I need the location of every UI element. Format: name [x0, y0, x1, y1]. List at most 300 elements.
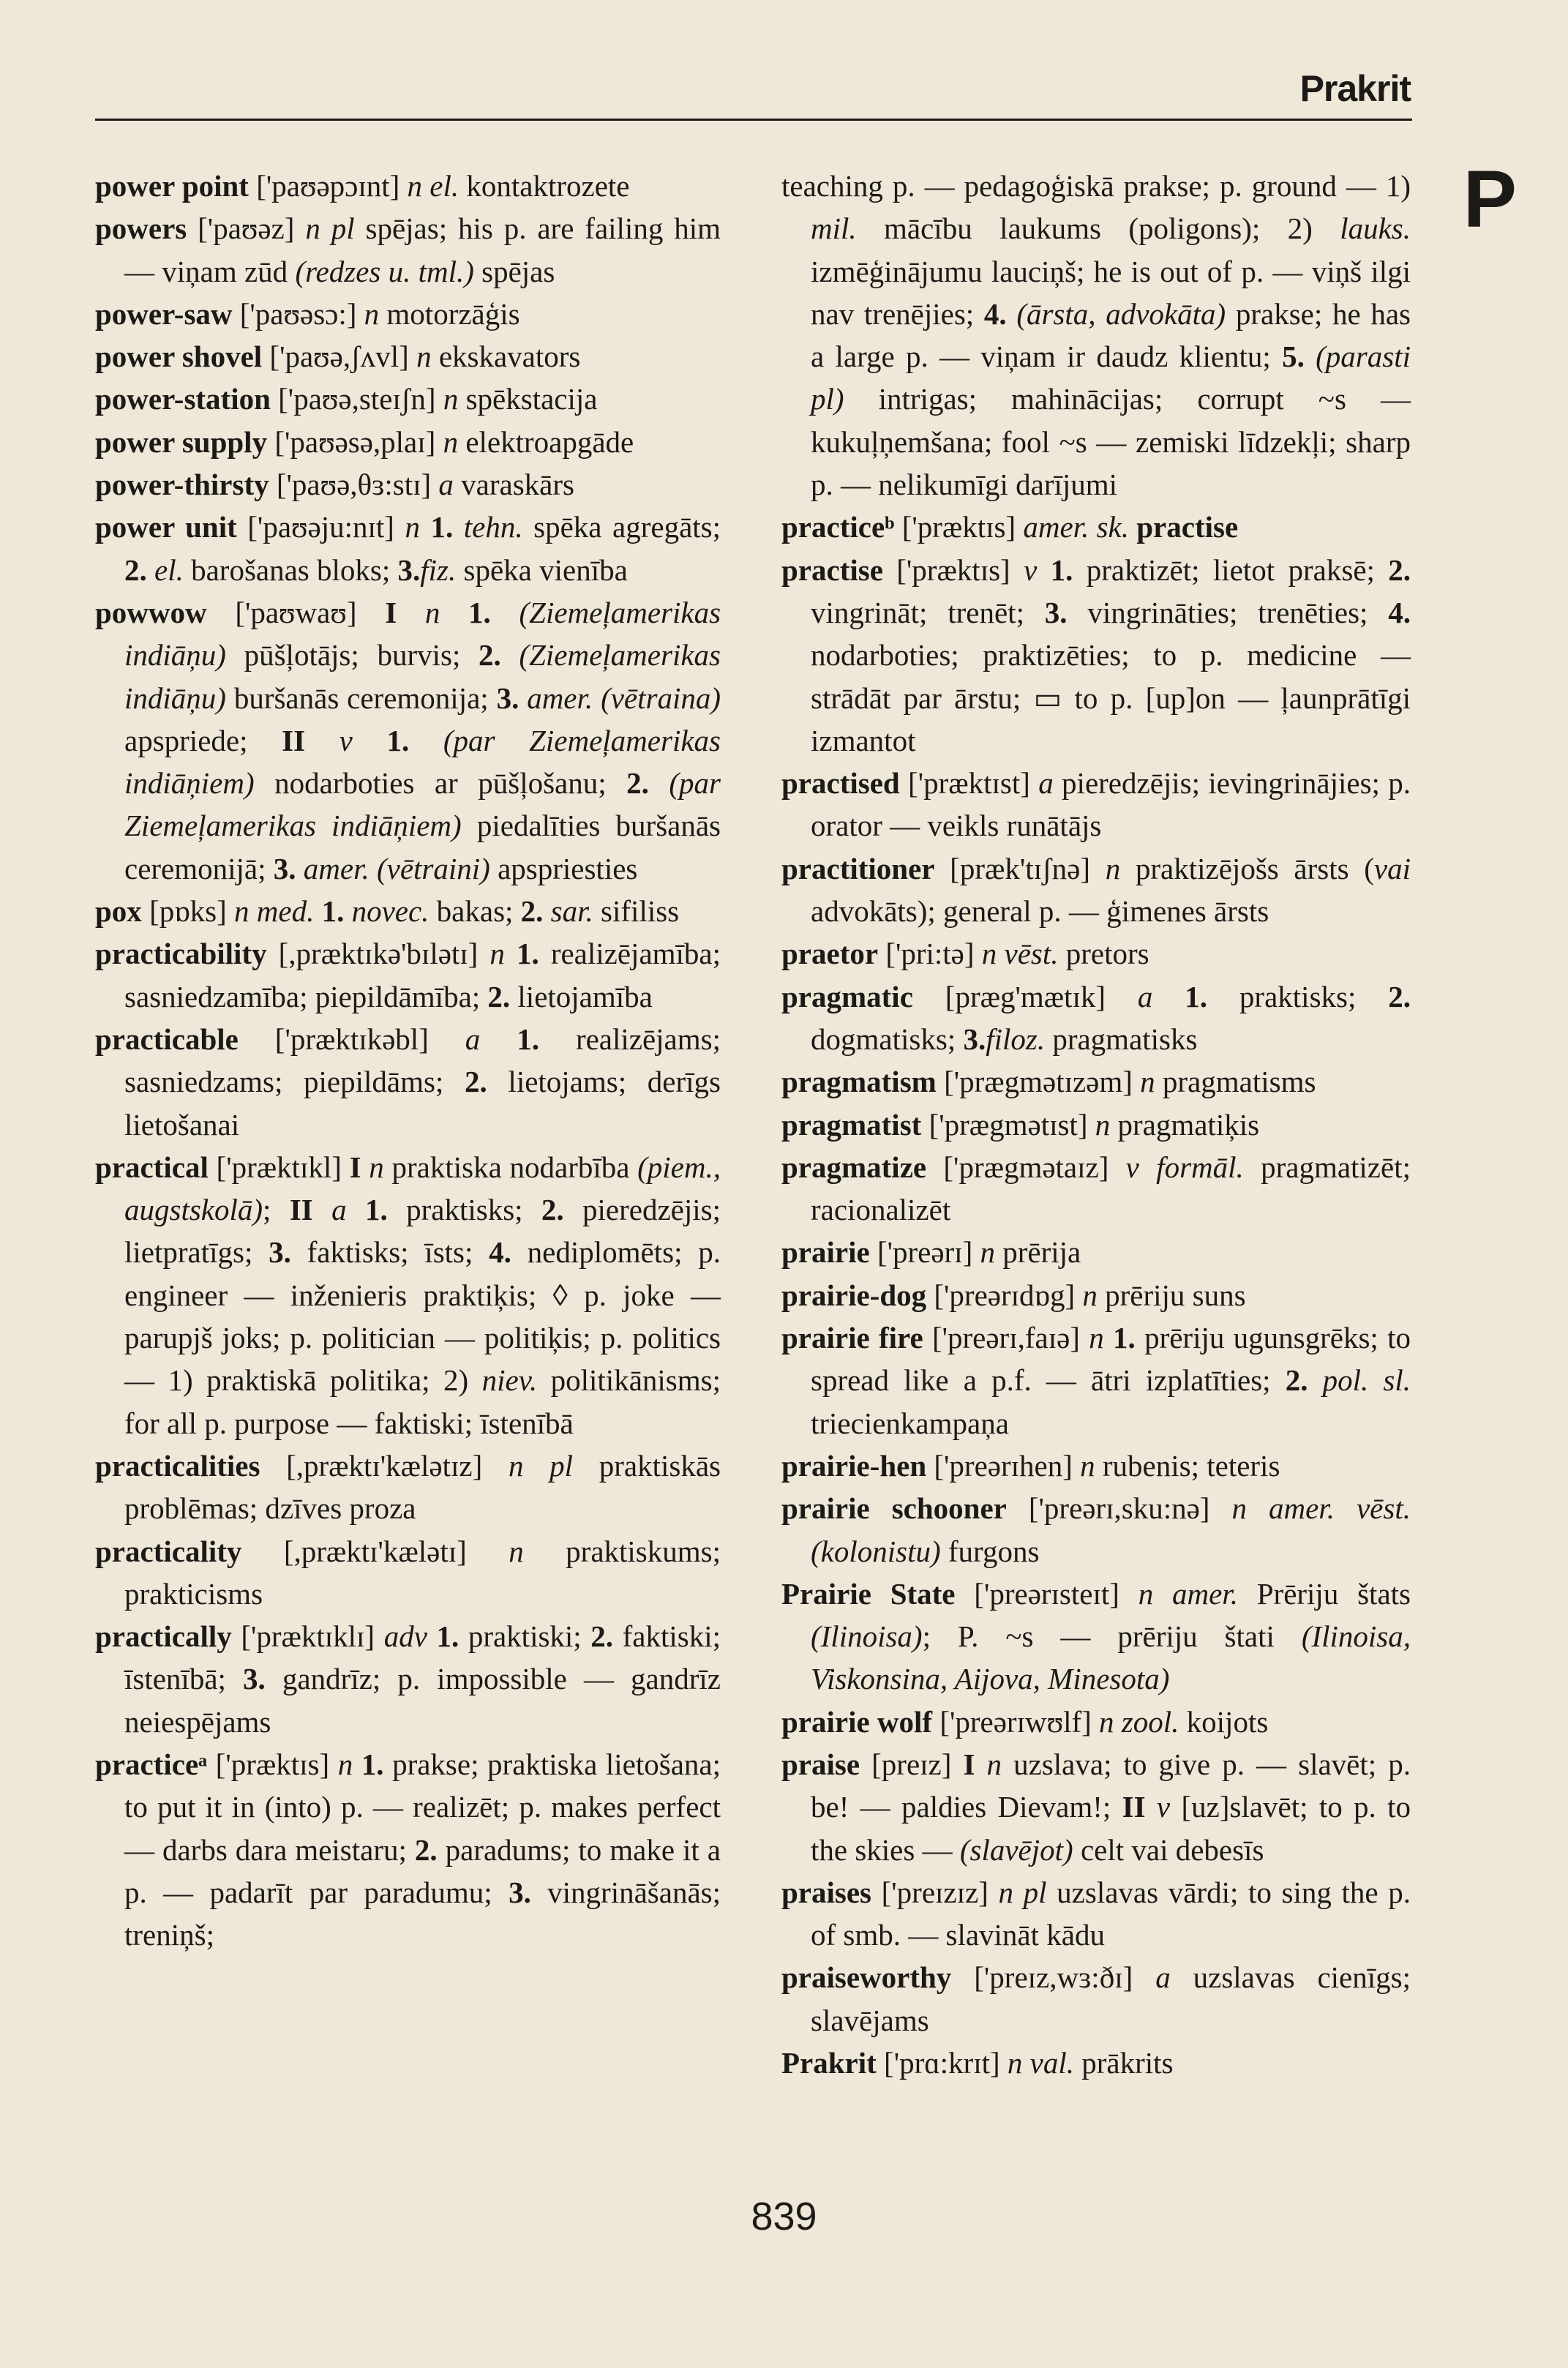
entry-pronunciation: [præk'tɪʃnə] [934, 851, 1106, 885]
entry-sense-number: 2. [1388, 552, 1411, 587]
entry-text [420, 510, 431, 544]
entry-label: n amer. vēst. (kolonistu) [811, 1491, 1411, 1568]
entry-sense-number: 1. [436, 1619, 459, 1654]
entry-pronunciation: ['præktɪs] [207, 1747, 338, 1781]
entry-sense-number: 1. [517, 1022, 539, 1056]
dictionary-entry [781, 1487, 1411, 1573]
entry-sense-number: 3. [397, 552, 421, 587]
entry-label: n [1095, 1107, 1111, 1142]
entry-sense-number: 3. [496, 681, 519, 715]
entry-headword: praise [781, 1747, 860, 1781]
dictionary-entry [781, 1956, 1411, 2042]
entry-text: prakse; praktiska lietošana; to put it in (into) p. — realizēt; p. makes perfect — darbs dara meistaru; [124, 1747, 721, 1867]
entry-text: pieredzējis; lietpratīgs; [124, 1193, 721, 1270]
dictionary-entry [95, 165, 721, 207]
entry-headword: pragmatism [781, 1065, 937, 1099]
entry-text [361, 1150, 370, 1184]
entry-text: elektroapgāde [458, 424, 634, 459]
entry-label: n [369, 1150, 384, 1184]
entry-sense-number: 1. [1185, 979, 1208, 1013]
entry-label: novec. [351, 894, 429, 929]
entry-text [519, 681, 527, 715]
entry-text [440, 596, 468, 629]
entry-label: n [509, 1534, 524, 1568]
entry-text [353, 724, 387, 757]
entry-text: praktiskās problēmas; dzīves proza [124, 1448, 721, 1526]
entry-sense-number: II [282, 723, 306, 757]
entry-sense-number: 2. [487, 979, 511, 1013]
entry-headword: practically [95, 1619, 232, 1654]
entry-text: spēkstacija [458, 382, 598, 416]
entry-headword: practicality [95, 1534, 242, 1568]
dictionary-entry [95, 932, 721, 1018]
entry-text: pragmatisks [1045, 1022, 1198, 1056]
entry-text [453, 510, 464, 544]
entry-label: el. [154, 552, 184, 587]
entry-label: n amer. [1138, 1576, 1238, 1611]
page-number: 839 [751, 2195, 817, 2238]
entry-text: kontaktrozete [459, 169, 630, 203]
entry-text: vingrināt; trenēt; [811, 595, 1045, 629]
entry-sense-number: I [385, 595, 397, 629]
entry-sense-number: 1. [364, 1193, 388, 1227]
entry-text: politikānisms; for all p. purpose — faktiski; īstenībā [124, 1363, 721, 1440]
entry-label: (redzes u. tml.) [295, 254, 474, 288]
entry-pronunciation: ['prægmətaɪz] [926, 1150, 1126, 1184]
entry-label: amer. sk. [1023, 510, 1129, 544]
entry-text: triecienkampaņa [811, 1406, 1009, 1440]
entry-headword: pragmatic [781, 979, 913, 1013]
dictionary-entry [781, 2042, 1411, 2084]
entry-label: n [1080, 1448, 1095, 1483]
entry-text: intrigas; mahinācijas; corrupt ~s — kukuļņemšana; fool ~s — zemiski līdzekļi; sharp p. — nelikumīgi darījumi [811, 382, 1411, 502]
entry-pronunciation: ['preərɪsteɪt] [955, 1576, 1139, 1611]
dictionary-entry [781, 1060, 1411, 1103]
entry-label: n [405, 510, 420, 544]
entry-text: praktisks; [1207, 979, 1389, 1013]
dictionary-entry [95, 378, 721, 420]
dictionary-entry [781, 1573, 1411, 1701]
entry-text [305, 724, 340, 757]
dictionary-entry [95, 1743, 721, 1956]
entry-headword: powers [95, 211, 187, 246]
entry-label: n [337, 1747, 353, 1781]
dictionary-entry [781, 1871, 1411, 1957]
entry-label: a [1155, 1960, 1171, 1995]
entry-label: (par Ziemeļamerikas indiāņiem) [124, 723, 721, 801]
entry-label: n [1089, 1321, 1104, 1355]
entry-headword: prairie-dog [781, 1278, 927, 1312]
entry-text: pragmatiķis [1110, 1107, 1260, 1142]
entry-label: n [364, 296, 380, 331]
entry-text: faktiski; īstenībā; [124, 1619, 721, 1696]
entry-headword: pox [95, 894, 142, 929]
entry-headword: practiceᵇ [781, 510, 895, 544]
entry-label: n [443, 382, 459, 416]
entry-pronunciation: ['paʊəz] [187, 211, 306, 246]
entry-text: pūšļotājs; burvis; [225, 638, 479, 672]
entry-text [370, 852, 377, 885]
entry-text: ; P. ~s — prēriju štati [922, 1619, 1302, 1654]
entry-label: n [986, 1747, 1002, 1781]
entry-label: tehn. [463, 510, 523, 544]
entry-pronunciation: [pɒks] [141, 894, 235, 929]
dictionary-entry [95, 463, 721, 506]
entry-sense-number: 4. [1388, 595, 1411, 629]
dictionary-entry [781, 847, 1411, 933]
entry-text [314, 894, 321, 928]
entry-headword: praises [781, 1875, 871, 1909]
header-rule [95, 119, 1412, 121]
entry-headword: practiceᵃ [95, 1747, 208, 1781]
entry-text [1129, 510, 1136, 544]
entry-text: lietojams; derīgs lietošanai [124, 1065, 721, 1142]
entry-text: pieredzējis; ievingrinājies; p. orator — veikls runātājs [811, 766, 1411, 843]
dictionary-entry [781, 506, 1411, 548]
entry-pronunciation: [,præktɪkə'bɪlətɪ] [266, 937, 490, 971]
entry-text: vingrināšanās; treniņš; [124, 1875, 721, 1952]
entry-label: vai [1373, 851, 1411, 885]
entry-headword: practicalities [95, 1448, 260, 1483]
entry-sense-number: 2. [626, 766, 649, 801]
entry-text: realizējamība; sasniedzamība; piepildāmība; [124, 937, 721, 1013]
entry-text: piedalīties buršanās ceremonijā; [124, 809, 721, 885]
entry-text: paradums; to make it a p. — padarīt par paradumu; [124, 1832, 721, 1909]
entry-text [543, 894, 550, 928]
entry-text [353, 1747, 361, 1781]
entry-text [1305, 340, 1316, 373]
entry-pronunciation: [,præktɪ'kælətɪz] [260, 1448, 509, 1483]
entry-headword: prairie wolf [781, 1704, 933, 1739]
entry-label: n el. [407, 169, 459, 203]
entry-text: pretors [1058, 937, 1149, 971]
entry-sense-number: 1. [386, 723, 410, 757]
entry-text: apspriede; [124, 723, 282, 757]
entry-pronunciation: [præg'mætɪk] [912, 979, 1138, 1013]
entry-pronunciation: ['prægmətɪzəm] [936, 1065, 1141, 1099]
entry-headword: prairie fire [781, 1321, 923, 1355]
entry-headword: Prakrit [781, 2046, 877, 2080]
dictionary-entry [95, 293, 721, 335]
entry-text [491, 596, 519, 629]
entry-label: n vēst. [981, 937, 1059, 971]
entry-text: mācību laukums (poligons); 2) [856, 211, 1340, 246]
entry-sense-number: II [1122, 1790, 1146, 1824]
entry-pronunciation: ['præktɪkəbl] [238, 1022, 465, 1056]
entry-sense-number: 4. [489, 1235, 511, 1270]
dictionary-entry [781, 975, 1411, 1061]
dictionary-entry [95, 335, 721, 378]
entry-label: n [1140, 1065, 1155, 1099]
entry-text: prākrits [1074, 2046, 1174, 2080]
left-column [95, 165, 721, 1956]
entry-text: prēriju ugunsgrēks; to spread like a p.f. — ātri izplatīties; [811, 1321, 1411, 1398]
entry-text [1007, 297, 1017, 331]
dictionary-entry [781, 1316, 1411, 1445]
entry-text [347, 1193, 365, 1226]
entry-label: a [438, 468, 454, 502]
entry-text [480, 1022, 517, 1056]
entry-headword: practise [781, 552, 883, 587]
entry-headword: power unit [95, 510, 237, 544]
entry-text [296, 852, 304, 885]
entry-pronunciation: ['preərɪ,sku:nə] [1006, 1491, 1232, 1526]
entry-sense-number: 4. [983, 296, 1007, 331]
entry-headword: power-station [95, 382, 271, 416]
entry-label: (Ziemeļamerikas indiāņu) [124, 595, 721, 672]
entry-text: ['præktɪkl] [208, 1150, 350, 1184]
entry-label: n [980, 1235, 995, 1270]
entry-text: uzslava; to give p. — slavēt; p. be! — paldies Dievam!; [811, 1747, 1411, 1824]
dictionary-entry [95, 1530, 721, 1616]
entry-text [501, 638, 519, 672]
entry-text [1104, 1321, 1113, 1355]
entry-label: n pl [508, 1448, 574, 1483]
entry-text: varaskārs [453, 468, 574, 502]
dictionary-entry [781, 549, 1411, 762]
entry-pronunciation: ['preərɪwʊlf] [932, 1704, 1100, 1739]
entry-text [313, 1193, 331, 1226]
dictionary-entry [781, 1231, 1411, 1273]
entry-text [1152, 980, 1185, 1013]
entry-pronunciation: ['paʊəsə,plaɪ] [267, 424, 443, 459]
entry-text [147, 553, 154, 587]
entry-text: nediplomēts; p. engineer — inženieris praktiķis; ◊ p. joke — parupjš joks; p. politician — politiķis; p. politics — 1) praktiskā politika; 2) [124, 1235, 721, 1398]
entry-text [649, 766, 669, 800]
entry-sense-number: 3. [963, 1022, 986, 1056]
entry-label: n [489, 937, 505, 971]
entry-sense-number: 5. [1282, 340, 1305, 374]
entry-text: furgons [940, 1534, 1040, 1568]
entry-pronunciation: ['preərɪhen] [926, 1448, 1081, 1483]
entry-label: a [1038, 766, 1054, 801]
entry-text: koijots [1179, 1704, 1269, 1739]
entry-text: bakas; [429, 894, 521, 929]
entry-sense-number: 3. [273, 851, 296, 885]
entry-label: n [1105, 851, 1121, 885]
entry-label: n [416, 340, 432, 374]
entry-pronunciation: ['preərɪdɒg] [926, 1278, 1083, 1312]
entry-headword: practised [781, 766, 900, 801]
entry-text: spējas [473, 254, 555, 288]
dictionary-entry [95, 1146, 721, 1445]
entry-text: celt vai debesīs [1073, 1832, 1264, 1867]
entry-pronunciation: ['preɪz,wɜ:ðɪ] [951, 1960, 1156, 1995]
entry-text [975, 1747, 986, 1781]
entry-pronunciation: ['pri:tə] [878, 937, 982, 971]
entry-sense-number: 1. [321, 894, 345, 929]
entry-headword: practise [1136, 510, 1239, 544]
entry-sense-number: 2. [414, 1832, 438, 1867]
entry-text: sifiliss [593, 894, 680, 929]
entry-headword: power-saw [95, 296, 233, 331]
entry-text: spēka vienība [456, 552, 628, 587]
dictionary-entry [781, 1743, 1411, 1871]
entry-sense-number: II [289, 1193, 313, 1227]
entry-headword: powwow [95, 595, 207, 629]
entry-headword: pragmatize [781, 1150, 927, 1184]
entry-text: [uz]slavēt; to p. to the skies — [811, 1790, 1411, 1867]
entry-text [1146, 1790, 1157, 1824]
entry-text: uzslavas cienīgs; slavējams [811, 1960, 1411, 2037]
thumb-index-letter: P [1463, 154, 1517, 244]
dictionary-entry [781, 1701, 1411, 1743]
entry-label: v [1156, 1790, 1171, 1824]
entry-sense-number: 2. [479, 638, 501, 672]
entry-sense-number: I [349, 1150, 361, 1184]
dictionary-entry [95, 207, 721, 293]
entry-headword: power-thirsty [95, 468, 269, 502]
entry-label: amer. [303, 851, 370, 885]
entry-text [397, 596, 425, 629]
entry-pronunciation: ['paʊə,steɪʃn] [270, 382, 443, 416]
entry-label: (vētraini) [376, 851, 490, 885]
entry-pronunciation: ['preɪzɪz] [871, 1875, 999, 1909]
entry-label: n pl [305, 211, 355, 246]
entry-text: prērija [994, 1235, 1081, 1270]
entry-headword: Prairie State [781, 1576, 956, 1611]
entry-text: ekskavators [431, 340, 581, 374]
entry-sense-number: 1. [361, 1747, 384, 1781]
entry-pronunciation: ['prɑ:krɪt] [876, 2046, 1008, 2080]
entry-label: (Ilinoisa, Viskonsina, Aijova, Minesota) [811, 1619, 1411, 1696]
entry-sense-number: 1. [1050, 552, 1073, 587]
entry-text: prakse; he has a large p. — viņam ir daudz klientu; [811, 296, 1411, 374]
entry-text: ['paʊwaʊ] [206, 595, 386, 629]
entry-sense-number: I [963, 1747, 975, 1781]
entry-text: spējas; his p. are failing him — viņam zūd [124, 211, 721, 288]
entry-headword: practicable [95, 1022, 239, 1056]
entry-sense-number: 2. [541, 1193, 564, 1227]
dictionary-entry [95, 1018, 721, 1146]
dictionary-entry [781, 165, 1411, 506]
entry-sense-number: 2. [1285, 1363, 1308, 1398]
dictionary-entry [95, 1445, 721, 1530]
entry-text: [preɪz] [860, 1747, 964, 1781]
entry-pronunciation: ['præktɪs] [894, 510, 1024, 544]
entry-label: (Ilinoisa) [811, 1619, 923, 1654]
entry-text [1037, 553, 1050, 587]
entry-sense-number: 2. [1388, 979, 1411, 1013]
entry-sense-number: 1. [468, 595, 491, 629]
dictionary-entry [781, 762, 1411, 847]
entry-label: amer. [527, 681, 593, 715]
entry-label: filoz. [986, 1022, 1046, 1056]
entry-text [409, 724, 443, 757]
entry-sense-number: 3. [243, 1662, 266, 1696]
entry-label: v [339, 723, 353, 757]
entry-label: v formāl. [1125, 1150, 1244, 1184]
entry-pronunciation: ['paʊəpɔɪnt] [248, 169, 408, 203]
entry-sense-number: 1. [430, 510, 454, 544]
entry-label: (par Ziemeļamerikas indiāņiem) [124, 766, 721, 843]
entry-label: a [1137, 979, 1153, 1013]
entry-headword: prairie [781, 1235, 870, 1270]
entry-text: teaching p. — pedagoģiskā prakse; p. ground — 1) [781, 169, 1411, 203]
entry-text: praktiska nodarbība [383, 1150, 638, 1184]
dictionary-entry [95, 890, 721, 932]
entry-label: v [1024, 552, 1038, 587]
entry-label: n pl [998, 1875, 1047, 1909]
dictionary-entry [95, 421, 721, 463]
entry-label: sar. [550, 894, 593, 929]
entry-label: n [424, 595, 440, 629]
running-head: Prakrit [1299, 68, 1411, 109]
entry-label: n [1082, 1278, 1098, 1312]
entry-text: praktizējošs ārsts ( [1120, 851, 1374, 885]
entry-sense-number: 3. [269, 1235, 291, 1270]
entry-pronunciation: ['paʊəju:nɪt] [236, 510, 405, 544]
entry-headword: praiseworthy [781, 1960, 952, 1995]
dictionary-entry [781, 932, 1411, 975]
entry-sense-number: 2. [124, 552, 147, 587]
entry-label: lauks. [1340, 211, 1411, 246]
entry-headword: pragmatist [781, 1107, 922, 1142]
entry-label: niev. [481, 1363, 538, 1398]
entry-text [427, 1619, 437, 1653]
entry-headword: practicability [95, 937, 267, 971]
entry-text: pragmatizēt; racionalizēt [811, 1150, 1411, 1227]
entry-sense-number: 3. [1044, 595, 1068, 629]
entry-headword: power shovel [95, 340, 263, 374]
dictionary-entry [95, 591, 721, 890]
entry-label: (ārsta, advokāta) [1016, 296, 1226, 331]
entry-sense-number: 1. [517, 937, 539, 971]
dictionary-entry [95, 506, 721, 591]
entry-label: adv [383, 1619, 427, 1654]
entry-text [1308, 1363, 1322, 1397]
entry-text: prēriju suns [1097, 1278, 1246, 1312]
entry-text: gandrīz; p. impossible — gandrīz neiespējams [124, 1662, 721, 1739]
entry-text: praktizēt; lietot praksē; [1073, 552, 1389, 587]
entry-label: (vētraina) [601, 681, 721, 715]
entry-text: faktisks; īsts; [290, 1235, 489, 1270]
entry-pronunciation: ['paʊəsɔ:] [232, 296, 364, 331]
entry-headword: practitioner [781, 851, 935, 885]
entry-label: a [331, 1193, 347, 1227]
entry-headword: practical [95, 1150, 209, 1184]
entry-pronunciation: ['præktɪst] [899, 766, 1039, 801]
entry-sense-number: 2. [590, 1619, 614, 1654]
entry-text: motorzāģis [379, 296, 520, 331]
dictionary-entry [781, 1146, 1411, 1232]
entry-pronunciation: ['præktɪklɪ] [231, 1619, 384, 1654]
entry-text: rubenis; teteris [1095, 1448, 1280, 1483]
right-column [781, 165, 1411, 2084]
entry-text: realizējams; sasniedzams; piepildāms; [124, 1022, 721, 1099]
entry-label: (Ziemeļamerikas indiāņu) [124, 638, 721, 715]
entry-text: vingrināties; trenēties; [1067, 595, 1389, 629]
entry-label: (slavējot) [959, 1832, 1073, 1867]
entry-text: buršanās ceremonija; [225, 681, 497, 715]
entry-text: praktisks; [387, 1193, 541, 1227]
entry-sense-number: 2. [465, 1065, 487, 1099]
entry-pronunciation: ['paʊə,θɜ:stɪ] [269, 468, 439, 502]
entry-pronunciation: [,præktɪ'kælətɪ] [241, 1534, 509, 1568]
dictionary-entry [781, 1274, 1411, 1316]
entry-label: fiz. [420, 552, 457, 587]
entry-label: (piem., augstskolā) [124, 1150, 721, 1227]
entry-text: lietojamība [510, 979, 653, 1013]
entry-pronunciation: ['preərɪ,faɪə] [923, 1321, 1089, 1355]
entry-headword: power point [95, 169, 249, 203]
entry-text: dogmatisks; [811, 1022, 964, 1056]
entry-pronunciation: ['paʊə,ʃʌvl] [262, 340, 417, 374]
entry-text: apspriesties [489, 851, 638, 885]
entry-text: barošanas bloks; [183, 552, 398, 587]
entry-headword: prairie-hen [781, 1448, 927, 1483]
entry-label: (parasti pl) [811, 340, 1411, 416]
